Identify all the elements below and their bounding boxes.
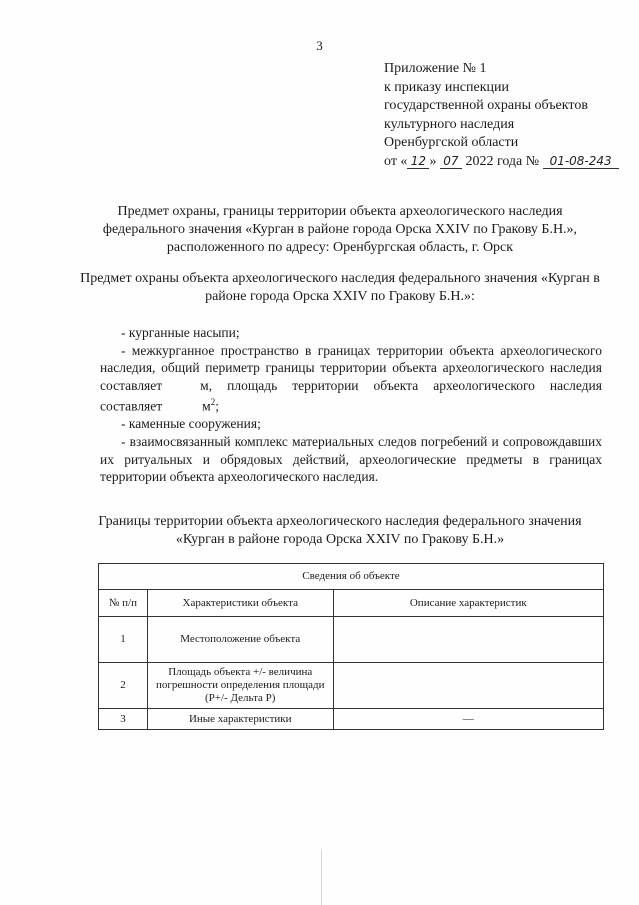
handwritten-month: 07	[440, 154, 462, 169]
protection-list	[100, 324, 602, 486]
column-header-characteristics: Характеристики объекта	[147, 590, 333, 617]
appendix-line: государственной охраны объектов	[384, 98, 588, 113]
list-item: - взаимосвязанный комплекс материальных следов погребений и сопровождавших их ритуальных и обрядовых действий, археологические предметы в границах территории объекта археологического наследия.	[100, 434, 602, 485]
handwritten-order-number: 01-08-243	[543, 154, 619, 169]
table-row: 3 Иные характеристики —	[99, 709, 604, 730]
appendix-line: культурного наследия	[384, 116, 515, 132]
appendix-date-line: от « 12 » 07 2022 года № 01-08-243	[384, 153, 634, 172]
page-number: 3	[316, 38, 323, 53]
protection-heading: Предмет охраны объекта археологического наследия федерального значения «Курган в районе города Орска XXIV по Гракову Б.Н.»:	[80, 271, 600, 304]
table-row: 2 Площадь объекта +/- величина погрешности определения площади (Р+/- Дельта Р)	[99, 663, 604, 709]
scan-fold-line	[321, 850, 322, 905]
list-item: - каменные сооружения;	[121, 416, 261, 432]
appendix-block	[384, 60, 634, 171]
appendix-line: к приказу инспекции	[384, 79, 510, 95]
appendix-line: Оренбургской области	[384, 135, 519, 150]
table-row: 1 Местоположение объекта	[99, 617, 604, 663]
column-header-number: № п/п	[99, 590, 148, 617]
column-header-description: Описание характеристик	[333, 590, 603, 617]
table-header: Сведения об объекте	[99, 564, 604, 590]
list-item: - межкурганное пространство в границах территории объекта археологического наследия, общий периметр границы территории объекта археологического наследия составляет м, площадь территории объекта археологического наследия составляет $м^2$;	[100, 342, 602, 414]
appendix-line: Приложение № 1	[384, 61, 487, 76]
document-title: Предмет охраны, границы территории объекта археологического наследия федерального значения «Курган в районе города Орска XXIV по Гракову Б.Н.», расположенного по адресу: Оренбургская область, г. Орск	[102, 204, 578, 255]
object-info-table	[98, 563, 604, 730]
list-item: - курганные насыпи;	[121, 325, 240, 340]
handwritten-day: 12	[407, 154, 429, 169]
borders-heading: Границы территории объекта археологического наследия федерального значения «Курган в районе города Орска XXIV по Гракову Б.Н.»	[98, 514, 582, 547]
